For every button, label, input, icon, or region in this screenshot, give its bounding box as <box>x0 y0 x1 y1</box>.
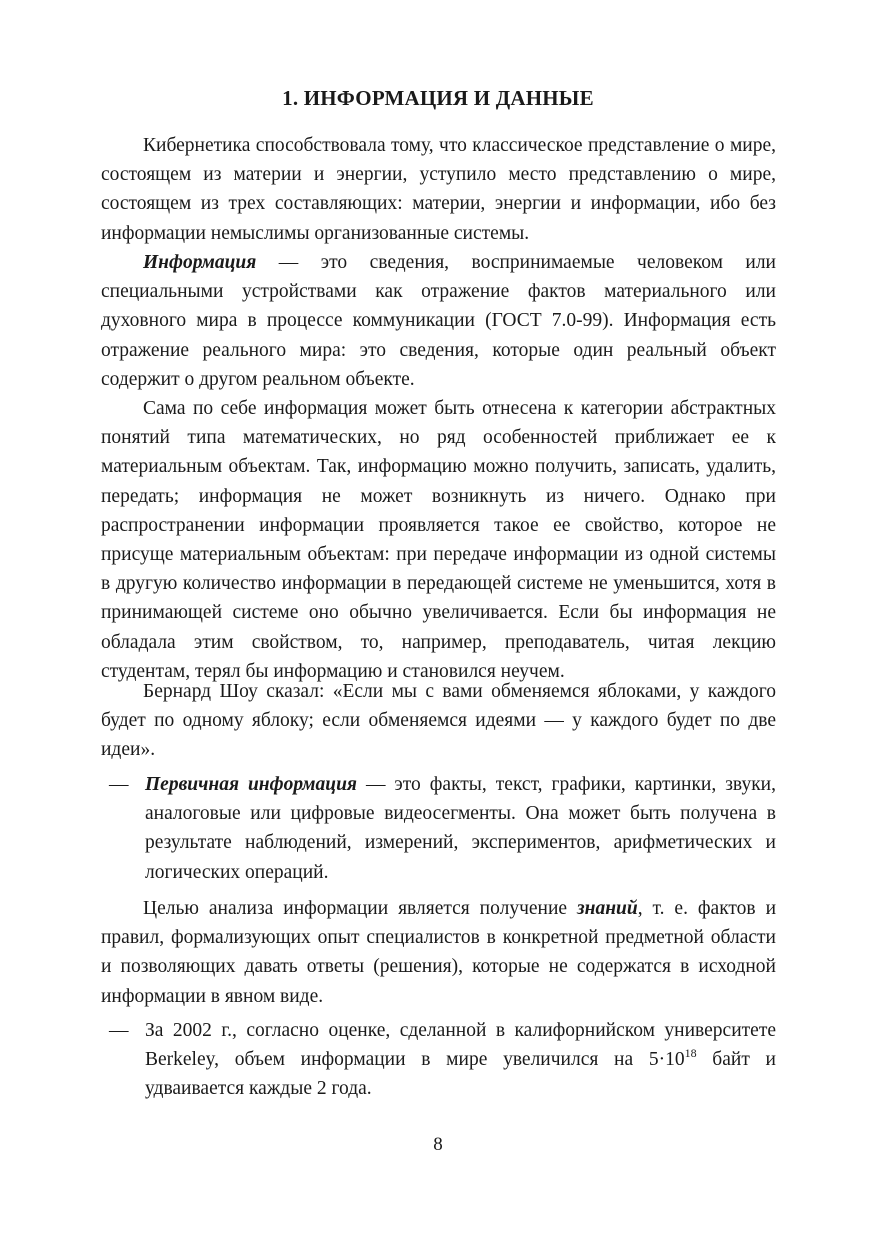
list-item-text: — это факты, текст, графики, картинки, звуки, аналоговые или цифровые видеосегменты. Она может быть получена в результате наблюдений, измерений, экспериментов, арифметических и логических операций. <box>145 774 776 883</box>
paragraph-text: Сама по себе информация может быть отнесена к категории абстрактных понятий типа математических, но ряд особенностей приближает ее к материальным объектам. Так, информацию можно получить, записать, удалить, передать; информация не может возникнуть из ничего. Однако при распространении информации проявляется такое ее свойство, которое не присуще материальным объектам: при передаче информации из одной системы в другую количество информации в передающей системе не уменьшится, хотя в принимающей системе оно обычно увеличивается. Если бы информация не обладала этим свойством, то, например, преподаватель, читая лекцию студентам, терял бы информацию и становился неучем. <box>101 398 776 682</box>
list-item-body <box>145 770 776 887</box>
paragraph-abstract-concept <box>101 394 776 686</box>
paragraph-text: , т. е. фактов и правил, формализующих опыт специалистов в конкретной предметной области и позволяющих давать ответы (решения), которые не содержатся в исходной информации в явном виде. <box>101 898 777 1007</box>
term-information: Информация <box>143 252 257 273</box>
paragraph-analysis-goal <box>101 894 776 1011</box>
term-primary-information: Первичная информация <box>145 774 357 795</box>
paragraph-text: Целью анализа информации является получение <box>143 898 578 919</box>
paragraph-shaw-quote <box>101 677 776 765</box>
paragraph-text: — это сведения, воспринимаемые человеком или специальными устройствами как отражение фактов материального или духовного мира в процессе коммуникации (ГОСТ 7.0-99). Информация есть отражение реального мира: это сведения, которые один реальный объект содержит о другом реальном объекте. <box>101 252 776 390</box>
exponent: 18 <box>684 1046 697 1061</box>
section-heading: 1. ИНФОРМАЦИЯ И ДАННЫЕ <box>282 86 594 110</box>
paragraph-information-definition <box>101 248 776 394</box>
page-number: 8 <box>433 1134 443 1155</box>
term-knowledge: знаний <box>577 898 638 919</box>
paragraph-cybernetics <box>101 131 776 248</box>
list-item-berkeley-estimate <box>101 1016 776 1104</box>
list-item-body <box>145 1016 776 1104</box>
list-item-text: байт и удваивается каждые 2 года. <box>145 1049 776 1100</box>
list-item-text: За 2002 г., согласно оценке, сделанной в калифорнийском университете Berkeley, объем информации в мире увеличился на 5·10 <box>145 1020 776 1071</box>
dash-bullet: — <box>109 1020 129 1041</box>
paragraph-text: Кибернетика способствовала тому, что классическое представление о мире, состоящем из материи и энергии, уступило место представлению о мире, состоящем из трех составляющих: материи, энергии и информации, ибо без информации немыслимы организованные системы. <box>101 135 776 244</box>
list-item-primary-information <box>101 770 776 887</box>
dash-bullet: — <box>109 774 129 795</box>
paragraph-text: Бернард Шоу сказал: «Если мы с вами обменяемся яблоками, у каждого будет по одному яблоку; если обменяемся идеями — у каждого будет по две идеи». <box>101 681 776 761</box>
